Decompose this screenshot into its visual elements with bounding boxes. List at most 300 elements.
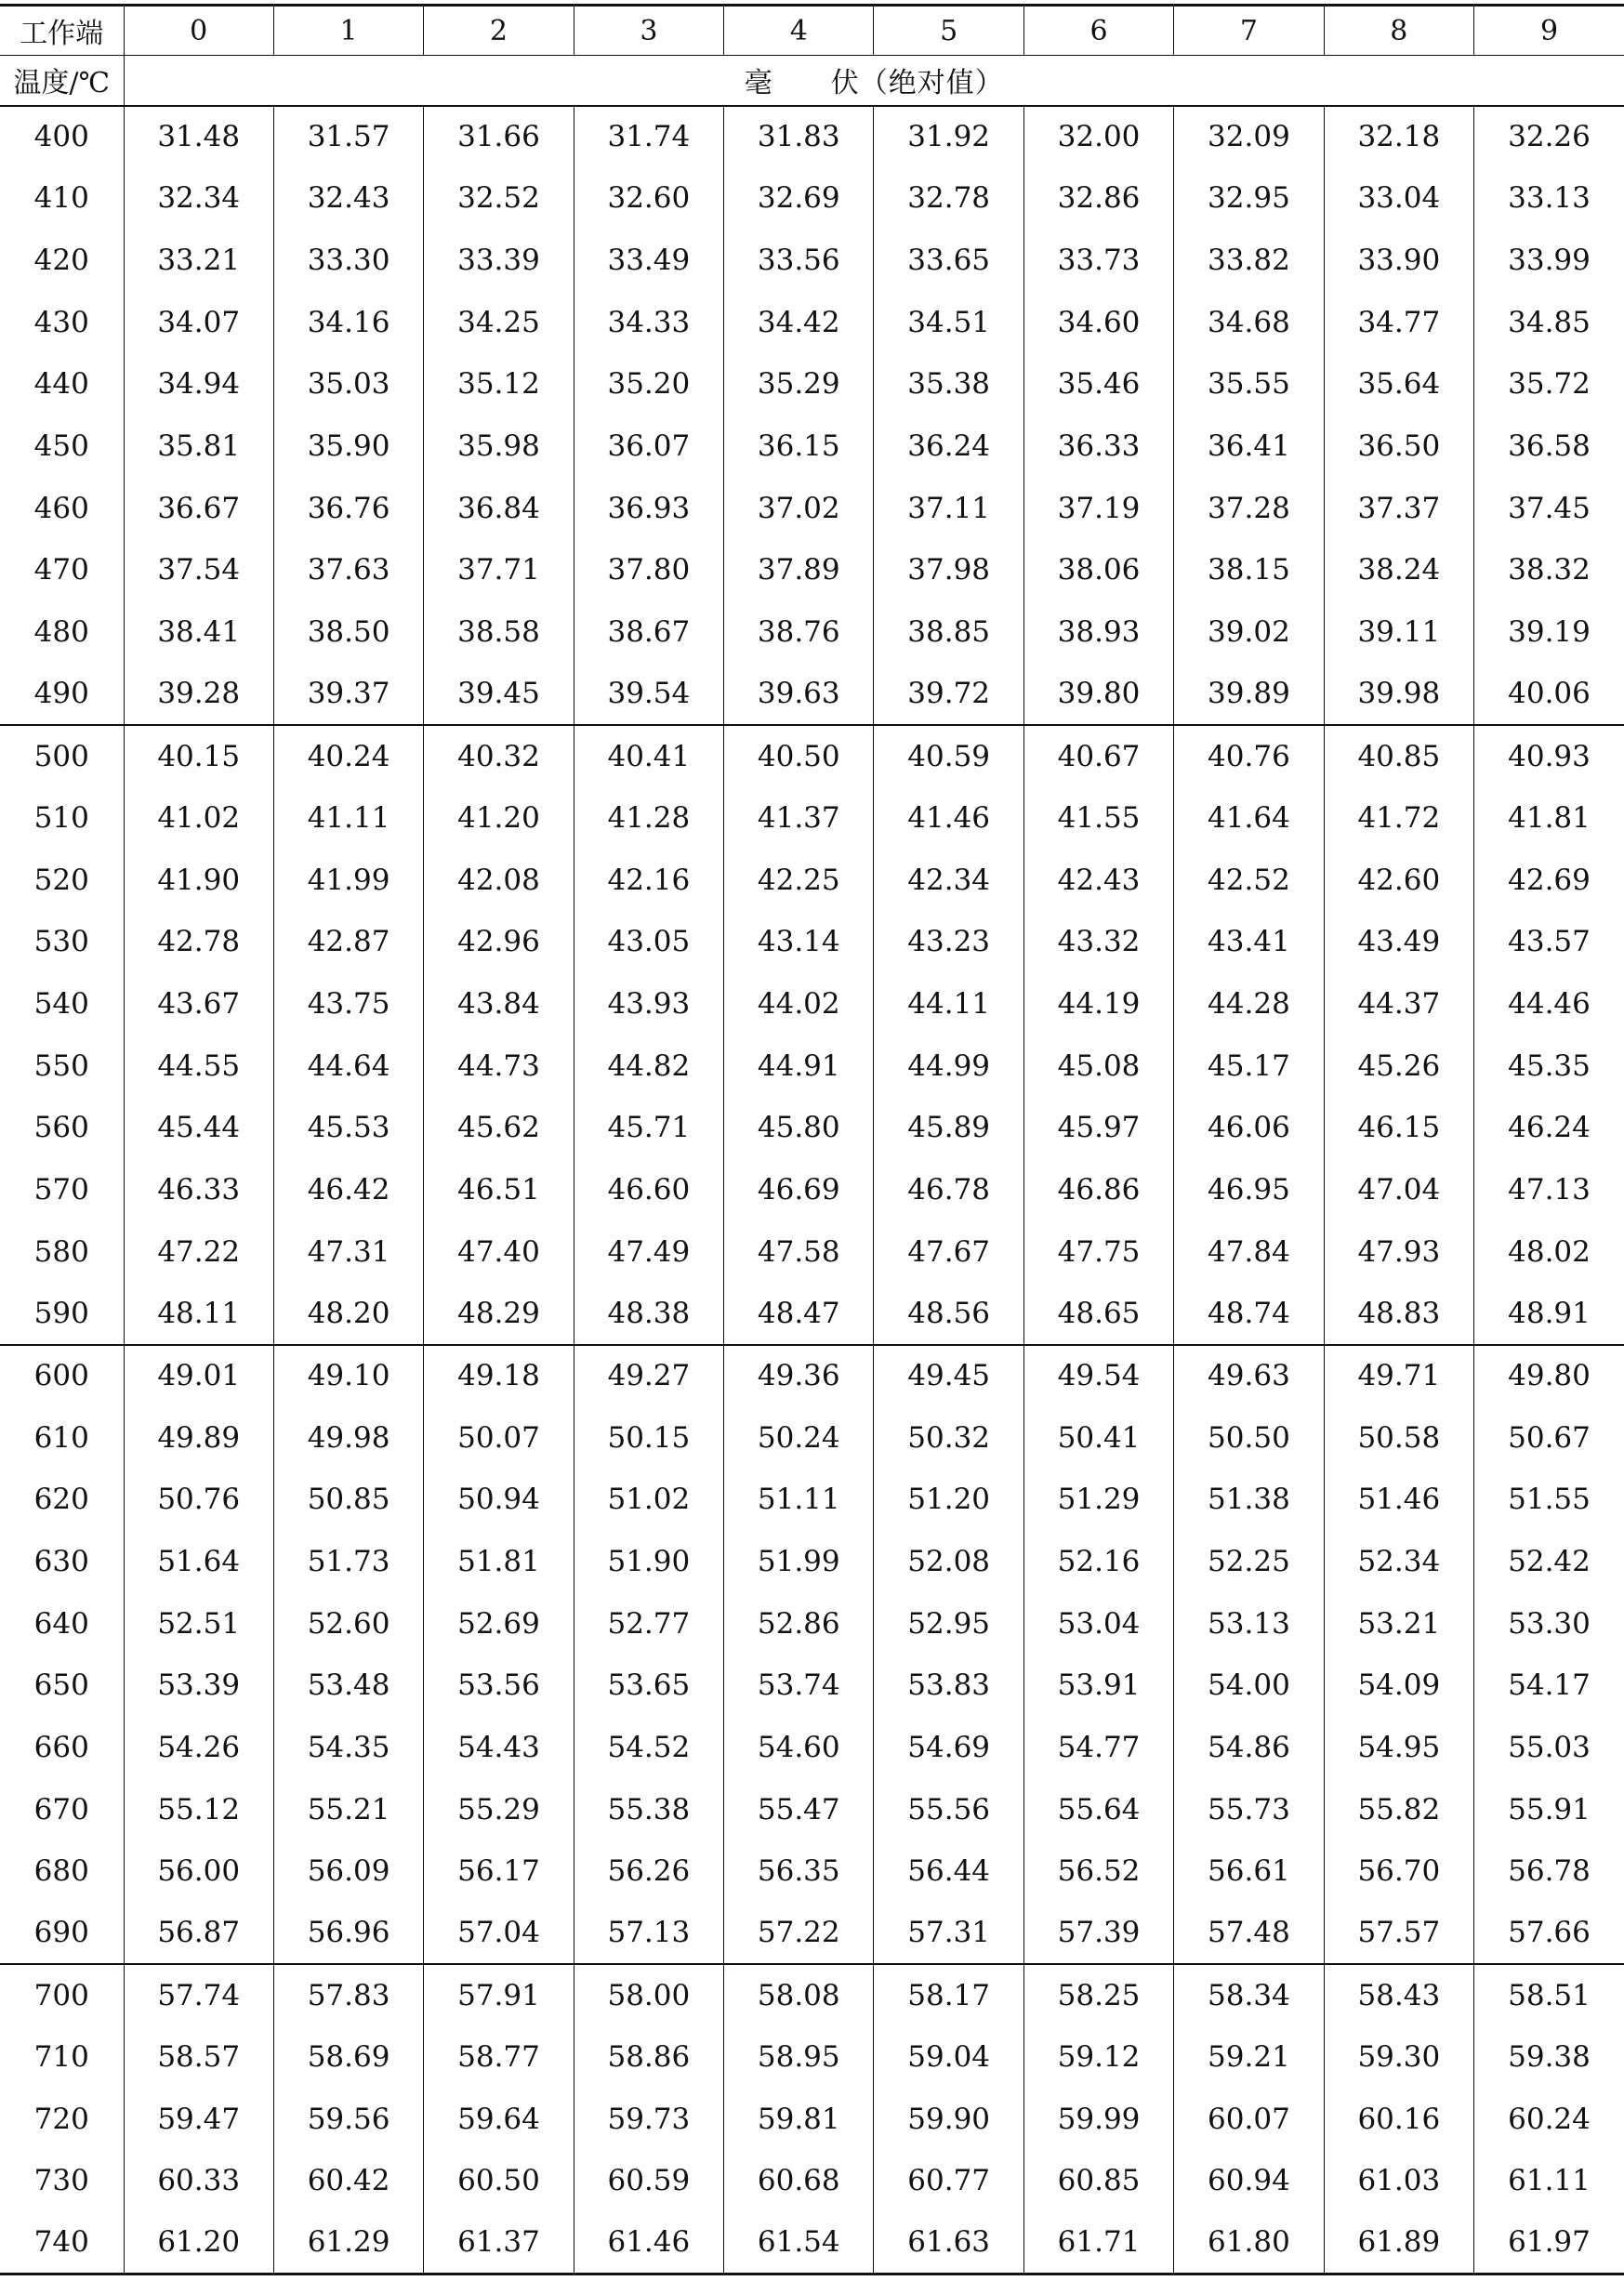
table-row [0, 1531, 1624, 1593]
millivolt-cell: 54.35 [273, 1717, 423, 1779]
millivolt-cell: 58.77 [424, 2026, 574, 2089]
millivolt-cell: 35.03 [273, 353, 423, 415]
temperature-cell: 730 [33, 2164, 89, 2198]
millivolt-cell: 39.98 [1324, 663, 1473, 725]
millivolt-cell: 49.71 [1324, 1345, 1473, 1407]
millivolt-cell: 57.13 [574, 1903, 723, 1965]
millivolt-cell: 51.29 [1023, 1469, 1173, 1531]
millivolt-cell: 61.97 [1474, 2212, 1624, 2274]
millivolt-cell: 48.20 [273, 1283, 423, 1345]
millivolt-cell: 59.56 [273, 2089, 423, 2151]
millivolt-cell: 43.23 [874, 911, 1023, 973]
millivolt-cell: 41.46 [874, 787, 1023, 850]
millivolt-cell: 47.75 [1023, 1220, 1173, 1283]
millivolt-cell: 32.26 [1474, 106, 1624, 168]
millivolt-cell: 50.67 [1474, 1406, 1624, 1469]
millivolt-cell: 38.93 [1023, 601, 1173, 664]
millivolt-cell: 51.55 [1474, 1469, 1624, 1531]
millivolt-cell: 53.04 [1023, 1592, 1173, 1655]
millivolt-cell: 44.46 [1474, 973, 1624, 1035]
millivolt-cell: 43.32 [1023, 911, 1173, 973]
millivolt-cell: 40.67 [1023, 725, 1173, 787]
millivolt-cell: 53.56 [424, 1655, 574, 1717]
millivolt-cell: 37.19 [1023, 477, 1173, 539]
table-row [0, 1903, 1624, 1965]
millivolt-cell: 38.76 [724, 601, 874, 664]
table-row [0, 911, 1624, 973]
millivolt-cell: 37.63 [273, 539, 423, 601]
temperature-cell: 570 [33, 1172, 89, 1206]
millivolt-cell: 50.94 [424, 1469, 574, 1531]
millivolt-cell: 33.21 [124, 230, 273, 292]
millivolt-cell: 54.77 [1023, 1717, 1173, 1779]
temperature-cell: 470 [33, 553, 89, 587]
column-header-2: 2 [424, 6, 574, 56]
millivolt-cell: 37.71 [424, 539, 574, 601]
millivolt-cell: 40.85 [1324, 725, 1473, 787]
millivolt-cell: 34.60 [1023, 291, 1173, 353]
millivolt-cell: 41.37 [724, 787, 874, 850]
temperature-cell: 610 [33, 1420, 89, 1455]
millivolt-cell: 31.48 [124, 106, 273, 168]
millivolt-cell: 54.69 [874, 1717, 1023, 1779]
millivolt-cell: 34.16 [273, 291, 423, 353]
millivolt-cell: 58.00 [574, 1964, 723, 2026]
temperature-cell: 430 [33, 305, 89, 339]
millivolt-cell: 53.39 [124, 1655, 273, 1717]
millivolt-cell: 52.95 [874, 1592, 1023, 1655]
millivolt-cell: 35.12 [424, 353, 574, 415]
millivolt-cell: 58.86 [574, 2026, 723, 2089]
millivolt-cell: 58.25 [1023, 1964, 1173, 2026]
table-row [0, 1159, 1624, 1221]
table-row [0, 601, 1624, 664]
millivolt-cell: 41.90 [124, 849, 273, 911]
millivolt-cell: 34.85 [1474, 291, 1624, 353]
millivolt-cell: 45.26 [1324, 1035, 1473, 1097]
millivolt-cell: 59.38 [1474, 2026, 1624, 2089]
table-body [0, 106, 1624, 2274]
millivolt-cell: 37.02 [724, 477, 874, 539]
millivolt-cell: 58.69 [273, 2026, 423, 2089]
millivolt-cell: 57.66 [1474, 1903, 1624, 1965]
millivolt-cell: 44.02 [724, 973, 874, 1035]
millivolt-cell: 34.25 [424, 291, 574, 353]
millivolt-cell: 43.84 [424, 973, 574, 1035]
temperature-cell: 460 [33, 491, 89, 525]
temperature-cell: 620 [33, 1483, 89, 1517]
millivolt-cell: 57.22 [724, 1903, 874, 1965]
temperature-cell: 630 [33, 1544, 89, 1578]
millivolt-cell: 53.21 [1324, 1592, 1473, 1655]
millivolt-cell: 42.52 [1174, 849, 1324, 911]
millivolt-cell: 41.64 [1174, 787, 1324, 850]
millivolt-cell: 52.77 [574, 1592, 723, 1655]
millivolt-cell: 51.99 [724, 1531, 874, 1593]
column-header-7: 7 [1174, 6, 1324, 56]
millivolt-cell: 36.93 [574, 477, 723, 539]
millivolt-cell: 55.82 [1324, 1778, 1473, 1840]
millivolt-cell: 38.85 [874, 601, 1023, 664]
row-label-top: 工作端 [0, 6, 124, 56]
millivolt-cell: 50.85 [273, 1469, 423, 1531]
millivolt-cell: 50.41 [1023, 1406, 1173, 1469]
millivolt-cell: 43.75 [273, 973, 423, 1035]
millivolt-cell: 61.46 [574, 2212, 723, 2274]
millivolt-cell: 38.24 [1324, 539, 1473, 601]
millivolt-cell: 45.17 [1174, 1035, 1324, 1097]
millivolt-cell: 60.68 [724, 2150, 874, 2212]
millivolt-cell: 57.04 [424, 1903, 574, 1965]
millivolt-cell: 38.67 [574, 601, 723, 664]
millivolt-cell: 42.96 [424, 911, 574, 973]
millivolt-cell: 61.89 [1324, 2212, 1473, 2274]
table-row [0, 291, 1624, 353]
millivolt-cell: 49.45 [874, 1345, 1023, 1407]
temperature-cell: 500 [0, 725, 124, 787]
millivolt-cell: 46.15 [1324, 1097, 1473, 1159]
millivolt-cell: 53.74 [724, 1655, 874, 1717]
table-row [0, 1097, 1624, 1159]
table-row [0, 973, 1624, 1035]
millivolt-cell: 41.28 [574, 787, 723, 850]
millivolt-cell: 52.86 [724, 1592, 874, 1655]
temperature-cell: 670 [33, 1792, 89, 1826]
millivolt-cell: 35.38 [874, 353, 1023, 415]
millivolt-cell: 48.02 [1474, 1220, 1624, 1283]
millivolt-cell: 38.32 [1474, 539, 1624, 601]
millivolt-cell: 51.02 [574, 1469, 723, 1531]
millivolt-cell: 39.89 [1174, 663, 1324, 725]
millivolt-cell: 32.09 [1174, 106, 1324, 168]
millivolt-cell: 50.32 [874, 1406, 1023, 1469]
millivolt-cell: 59.47 [124, 2089, 273, 2151]
millivolt-cell: 52.34 [1324, 1531, 1473, 1593]
millivolt-cell: 37.45 [1474, 477, 1624, 539]
millivolt-cell: 49.89 [124, 1406, 273, 1469]
millivolt-cell: 35.64 [1324, 353, 1473, 415]
millivolt-cell: 46.24 [1474, 1097, 1624, 1159]
millivolt-cell: 61.29 [273, 2212, 423, 2274]
millivolt-cell: 47.84 [1174, 1220, 1324, 1283]
millivolt-cell: 51.73 [273, 1531, 423, 1593]
table-row [0, 2089, 1624, 2151]
millivolt-cell: 33.04 [1324, 167, 1473, 230]
millivolt-cell: 34.68 [1174, 291, 1324, 353]
millivolt-cell: 51.90 [574, 1531, 723, 1593]
millivolt-cell: 47.49 [574, 1220, 723, 1283]
millivolt-cell: 38.58 [424, 601, 574, 664]
millivolt-cell: 55.38 [574, 1778, 723, 1840]
temperature-cell: 590 [33, 1296, 89, 1330]
millivolt-cell: 56.26 [574, 1840, 723, 1903]
millivolt-cell: 60.07 [1174, 2089, 1324, 2151]
column-header-9: 9 [1474, 6, 1624, 56]
millivolt-cell: 45.44 [124, 1097, 273, 1159]
millivolt-cell: 61.37 [424, 2212, 574, 2274]
millivolt-cell: 56.35 [724, 1840, 874, 1903]
millivolt-cell: 55.12 [124, 1778, 273, 1840]
millivolt-cell: 51.64 [124, 1531, 273, 1593]
millivolt-cell: 32.34 [124, 167, 273, 230]
millivolt-cell: 32.00 [1023, 106, 1173, 168]
millivolt-cell: 61.54 [724, 2212, 874, 2274]
millivolt-cell: 59.04 [874, 2026, 1023, 2089]
millivolt-cell: 42.34 [874, 849, 1023, 911]
millivolt-cell: 42.87 [273, 911, 423, 973]
millivolt-cell: 60.59 [574, 2150, 723, 2212]
millivolt-cell: 42.60 [1324, 849, 1473, 911]
millivolt-cell: 52.25 [1174, 1531, 1324, 1593]
temperature-cell: 580 [33, 1234, 89, 1269]
millivolt-cell: 59.73 [574, 2089, 723, 2151]
millivolt-cell: 56.96 [273, 1903, 423, 1965]
millivolt-cell: 56.09 [273, 1840, 423, 1903]
millivolt-cell: 33.99 [1474, 230, 1624, 292]
millivolt-cell: 51.81 [424, 1531, 574, 1593]
millivolt-cell: 37.28 [1174, 477, 1324, 539]
row-label-bottom: 温度/℃ [0, 56, 124, 106]
millivolt-cell: 43.05 [574, 911, 723, 973]
temperature-cell: 660 [33, 1730, 89, 1764]
millivolt-cell: 52.60 [273, 1592, 423, 1655]
millivolt-cell: 52.16 [1023, 1531, 1173, 1593]
millivolt-cell: 44.99 [874, 1035, 1023, 1097]
millivolt-cell: 58.95 [724, 2026, 874, 2089]
millivolt-cell: 48.29 [424, 1283, 574, 1345]
millivolt-cell: 54.86 [1174, 1717, 1324, 1779]
millivolt-cell: 61.20 [124, 2212, 273, 2274]
millivolt-cell: 43.14 [724, 911, 874, 973]
millivolt-cell: 61.03 [1324, 2150, 1473, 2212]
millivolt-cell: 56.70 [1324, 1840, 1473, 1903]
millivolt-cell: 53.91 [1023, 1655, 1173, 1717]
millivolt-cell: 32.78 [874, 167, 1023, 230]
column-header-0: 0 [124, 6, 273, 56]
millivolt-cell: 44.19 [1023, 973, 1173, 1035]
millivolt-cell: 48.47 [724, 1283, 874, 1345]
millivolt-cell: 44.55 [124, 1035, 273, 1097]
millivolt-cell: 58.34 [1174, 1964, 1324, 2026]
temperature-cell: 650 [33, 1668, 89, 1703]
millivolt-cell: 36.07 [574, 415, 723, 478]
millivolt-cell: 46.78 [874, 1159, 1023, 1221]
millivolt-cell: 37.37 [1324, 477, 1473, 539]
unit-label: 毫 伏（绝对值） [124, 56, 1624, 106]
millivolt-cell: 42.43 [1023, 849, 1173, 911]
millivolt-cell: 32.69 [724, 167, 874, 230]
millivolt-cell: 36.15 [724, 415, 874, 478]
millivolt-cell: 40.41 [574, 725, 723, 787]
millivolt-cell: 35.46 [1023, 353, 1173, 415]
temperature-cell: 550 [33, 1048, 89, 1083]
millivolt-cell: 60.85 [1023, 2150, 1173, 2212]
millivolt-cell: 52.42 [1474, 1531, 1624, 1593]
millivolt-cell: 59.90 [874, 2089, 1023, 2151]
millivolt-cell: 56.52 [1023, 1840, 1173, 1903]
millivolt-cell: 48.74 [1174, 1283, 1324, 1345]
header-row-columns [0, 6, 1624, 56]
millivolt-cell: 51.20 [874, 1469, 1023, 1531]
millivolt-cell: 54.17 [1474, 1655, 1624, 1717]
millivolt-cell: 45.89 [874, 1097, 1023, 1159]
temperature-cell: 490 [33, 677, 89, 711]
table-row [0, 415, 1624, 478]
millivolt-cell: 41.02 [124, 787, 273, 850]
millivolt-cell: 59.21 [1174, 2026, 1324, 2089]
millivolt-cell: 40.15 [124, 725, 273, 787]
millivolt-cell: 31.83 [724, 106, 874, 168]
millivolt-cell: 48.83 [1324, 1283, 1473, 1345]
table-row [0, 1592, 1624, 1655]
millivolt-cell: 46.51 [424, 1159, 574, 1221]
millivolt-cell: 57.83 [273, 1964, 423, 2026]
temperature-cell: 440 [33, 367, 89, 402]
millivolt-cell: 43.49 [1324, 911, 1473, 973]
millivolt-cell: 58.51 [1474, 1964, 1624, 2026]
table-row [0, 2150, 1624, 2212]
millivolt-cell: 55.03 [1474, 1717, 1624, 1779]
table-row [0, 787, 1624, 850]
millivolt-cell: 57.74 [124, 1964, 273, 2026]
millivolt-cell: 33.13 [1474, 167, 1624, 230]
millivolt-cell: 51.11 [724, 1469, 874, 1531]
millivolt-cell: 40.32 [424, 725, 574, 787]
millivolt-cell: 44.73 [424, 1035, 574, 1097]
millivolt-cell: 41.99 [273, 849, 423, 911]
millivolt-cell: 44.64 [273, 1035, 423, 1097]
millivolt-cell: 60.16 [1324, 2089, 1473, 2151]
millivolt-cell: 42.78 [124, 911, 273, 973]
millivolt-cell: 32.18 [1324, 106, 1473, 168]
millivolt-cell: 54.00 [1174, 1655, 1324, 1717]
millivolt-cell: 38.15 [1174, 539, 1324, 601]
millivolt-cell: 46.60 [574, 1159, 723, 1221]
millivolt-cell: 37.54 [124, 539, 273, 601]
millivolt-cell: 46.33 [124, 1159, 273, 1221]
millivolt-cell: 56.87 [124, 1903, 273, 1965]
millivolt-cell: 39.72 [874, 663, 1023, 725]
millivolt-cell: 47.22 [124, 1220, 273, 1283]
millivolt-cell: 52.69 [424, 1592, 574, 1655]
millivolt-cell: 46.95 [1174, 1159, 1324, 1221]
millivolt-cell: 60.42 [273, 2150, 423, 2212]
millivolt-cell: 53.30 [1474, 1592, 1624, 1655]
millivolt-cell: 47.31 [273, 1220, 423, 1283]
millivolt-cell: 36.24 [874, 415, 1023, 478]
millivolt-cell: 33.30 [273, 230, 423, 292]
temperature-cell: 450 [33, 429, 89, 464]
millivolt-cell: 49.54 [1023, 1345, 1173, 1407]
millivolt-cell: 46.42 [273, 1159, 423, 1221]
millivolt-cell: 50.58 [1324, 1406, 1473, 1469]
millivolt-cell: 55.91 [1474, 1778, 1624, 1840]
millivolt-cell: 39.02 [1174, 601, 1324, 664]
millivolt-cell: 55.64 [1023, 1778, 1173, 1840]
millivolt-cell: 39.19 [1474, 601, 1624, 664]
millivolt-cell: 47.13 [1474, 1159, 1624, 1221]
millivolt-cell: 48.56 [874, 1283, 1023, 1345]
millivolt-cell: 56.17 [424, 1840, 574, 1903]
millivolt-cell: 49.63 [1174, 1345, 1324, 1407]
millivolt-cell: 57.39 [1023, 1903, 1173, 1965]
column-header-6: 6 [1023, 6, 1173, 56]
table-row [0, 1964, 1624, 2026]
millivolt-cell: 59.99 [1023, 2089, 1173, 2151]
table-row [0, 539, 1624, 601]
millivolt-cell: 61.11 [1474, 2150, 1624, 2212]
millivolt-cell: 54.09 [1324, 1655, 1473, 1717]
millivolt-cell: 54.43 [424, 1717, 574, 1779]
header-row-unit [0, 56, 1624, 106]
millivolt-cell: 50.15 [574, 1406, 723, 1469]
millivolt-cell: 56.44 [874, 1840, 1023, 1903]
millivolt-cell: 55.21 [273, 1778, 423, 1840]
temperature-cell: 540 [33, 987, 89, 1022]
millivolt-cell: 42.16 [574, 849, 723, 911]
table-row [0, 663, 1624, 725]
millivolt-cell: 37.80 [574, 539, 723, 601]
millivolt-cell: 41.55 [1023, 787, 1173, 850]
millivolt-cell: 39.37 [273, 663, 423, 725]
millivolt-cell: 37.98 [874, 539, 1023, 601]
millivolt-cell: 42.08 [424, 849, 574, 911]
table-row [0, 353, 1624, 415]
millivolt-cell: 35.55 [1174, 353, 1324, 415]
millivolt-cell: 33.65 [874, 230, 1023, 292]
table-row [0, 230, 1624, 292]
millivolt-cell: 39.45 [424, 663, 574, 725]
millivolt-cell: 49.80 [1474, 1345, 1624, 1407]
millivolt-cell: 44.37 [1324, 973, 1473, 1035]
millivolt-cell: 57.57 [1324, 1903, 1473, 1965]
millivolt-cell: 47.58 [724, 1220, 874, 1283]
millivolt-cell: 56.61 [1174, 1840, 1324, 1903]
temperature-cell: 680 [33, 1854, 89, 1889]
millivolt-cell: 57.91 [424, 1964, 574, 2026]
temperature-cell: 740 [33, 2225, 89, 2260]
millivolt-cell: 51.38 [1174, 1469, 1324, 1531]
millivolt-cell: 43.67 [124, 973, 273, 1035]
millivolt-cell: 37.89 [724, 539, 874, 601]
millivolt-cell: 40.24 [273, 725, 423, 787]
millivolt-cell: 61.71 [1023, 2212, 1173, 2274]
millivolt-cell: 37.11 [874, 477, 1023, 539]
millivolt-cell: 33.49 [574, 230, 723, 292]
millivolt-cell: 31.66 [424, 106, 574, 168]
millivolt-cell: 60.50 [424, 2150, 574, 2212]
millivolt-cell: 59.12 [1023, 2026, 1173, 2089]
millivolt-cell: 43.57 [1474, 911, 1624, 973]
table-row [0, 1406, 1624, 1469]
millivolt-cell: 40.50 [724, 725, 874, 787]
temperature-cell: 420 [33, 244, 89, 278]
millivolt-cell: 56.00 [124, 1840, 273, 1903]
millivolt-cell: 38.50 [273, 601, 423, 664]
table-row [0, 1345, 1624, 1407]
millivolt-cell: 41.20 [424, 787, 574, 850]
millivolt-cell: 54.26 [124, 1717, 273, 1779]
millivolt-cell: 50.24 [724, 1406, 874, 1469]
millivolt-cell: 39.63 [724, 663, 874, 725]
millivolt-cell: 35.90 [273, 415, 423, 478]
millivolt-cell: 34.33 [574, 291, 723, 353]
temperature-cell: 640 [33, 1606, 89, 1641]
millivolt-cell: 58.08 [724, 1964, 874, 2026]
millivolt-cell: 60.24 [1474, 2089, 1624, 2151]
millivolt-cell: 54.60 [724, 1717, 874, 1779]
table-row [0, 106, 1624, 168]
